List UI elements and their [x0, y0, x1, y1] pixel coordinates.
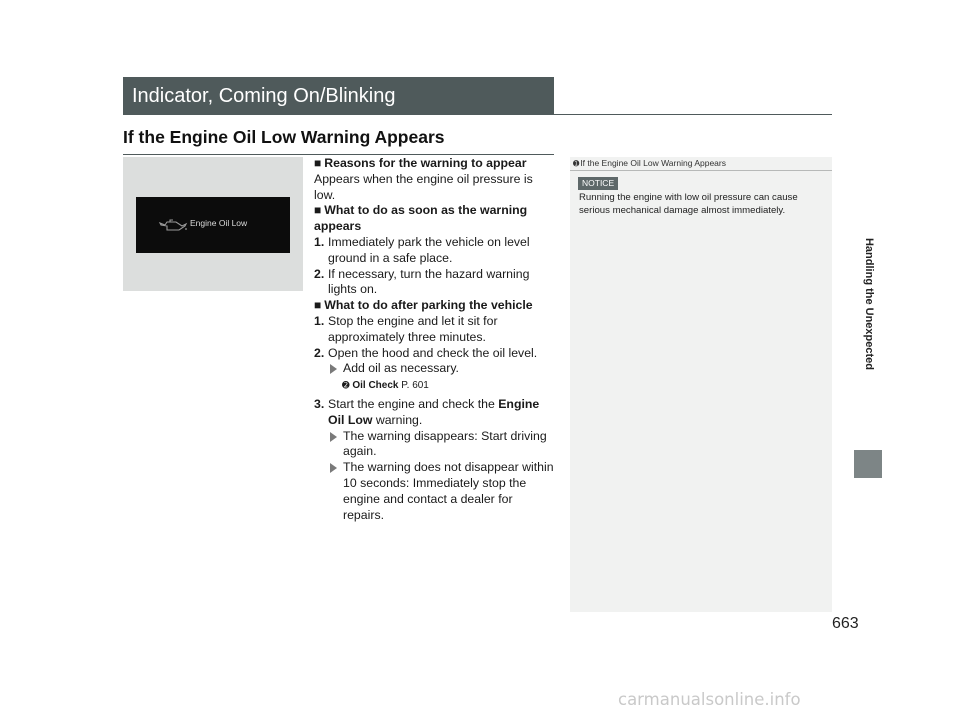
notice-badge: NOTICE — [578, 177, 618, 190]
sub-step-text: Add oil as necessary. — [343, 361, 459, 376]
triangle-bullet-icon — [330, 364, 337, 374]
reasons-text: Appears when the engine oil pressure is low. — [314, 171, 533, 202]
page-number: 663 — [832, 615, 859, 632]
step-text-part: warning. — [372, 412, 423, 427]
subheading-after-parking — [314, 298, 556, 314]
step-text: Open the hood and check the oil level. — [328, 345, 538, 360]
sub-step-text: The warning does not disappear within 10 seconds: Immediately stop the engine and contact a dealer for repairs. — [343, 460, 554, 522]
triangle-bullet-icon — [330, 432, 337, 442]
step-text: If necessary, turn the hazard warning lights on. — [328, 266, 530, 297]
step-number: 1. — [314, 313, 325, 328]
reference-page: P. 601 — [401, 380, 429, 392]
step-text: Immediately park the vehicle on level ground in a safe place. — [328, 234, 530, 265]
section-title: Indicator, Coming On/Blinking — [123, 77, 554, 115]
square-bullet-icon: ■ — [314, 203, 322, 218]
warning-display-text: Engine Oil Low — [190, 218, 248, 228]
notice-text: Running the engine with low oil pressure can cause serious mechanical damage almost immediately. — [579, 192, 798, 216]
immediate-step-1 — [314, 235, 556, 267]
step-number: 2. — [314, 266, 325, 281]
reference-title: Oil Check — [352, 380, 399, 392]
chapter-tab-marker — [854, 450, 882, 478]
triangle-bullet-icon — [330, 463, 337, 473]
subheading-immediate — [314, 203, 556, 235]
after-step-2-sub — [314, 361, 556, 377]
warning-display-illustration — [136, 197, 290, 253]
banner-rule — [554, 114, 832, 115]
cross-reference-oil-check[interactable] — [314, 378, 556, 394]
step-number: 2. — [314, 345, 325, 360]
after-step-3-sub-2 — [314, 460, 556, 523]
page-heading: If the Engine Oil Low Warning Appears — [123, 127, 445, 147]
reference-arrow-icon: ➊ — [573, 159, 580, 168]
step-text-bold: Engine Oil Low — [328, 396, 540, 427]
instructions — [314, 156, 556, 523]
watermark: carmanualsonline.info — [618, 690, 801, 709]
step-text-part: Start the engine and check the — [328, 396, 499, 411]
immediate-step-2 — [314, 267, 556, 299]
sidebar-title-text: If the Engine Oil Low Warning Appears — [580, 158, 726, 168]
heading-rule — [123, 154, 554, 155]
step-text: Stop the engine and let it sit for approximately three minutes. — [328, 313, 498, 344]
square-bullet-icon: ■ — [314, 156, 322, 170]
chapter-tab-text: Handling the Unexpected — [863, 237, 875, 371]
oil-can-icon — [158, 217, 188, 233]
subheading-reasons — [314, 156, 556, 172]
sub-step-text: The warning disappears: Start driving again. — [343, 428, 547, 459]
after-step-3 — [314, 397, 556, 429]
step-text — [328, 397, 556, 429]
reference-arrow-icon: ➋ — [342, 380, 350, 391]
sidebar-title — [570, 157, 832, 171]
notice-sidebar — [570, 157, 832, 612]
subheading-reasons-label: Reasons for the warning to appear — [324, 156, 527, 170]
step-number: 1. — [314, 234, 325, 249]
subheading-immediate-label: What to do as soon as the warning appears — [314, 203, 528, 234]
subheading-after-parking-label: What to do after parking the vehicle — [324, 298, 533, 313]
step-number: 3. — [314, 396, 325, 411]
after-step-1 — [314, 314, 556, 346]
after-step-2 — [314, 346, 556, 362]
square-bullet-icon: ■ — [314, 298, 322, 313]
chapter-tab-label — [862, 160, 876, 450]
after-step-3-sub-1 — [314, 429, 556, 461]
